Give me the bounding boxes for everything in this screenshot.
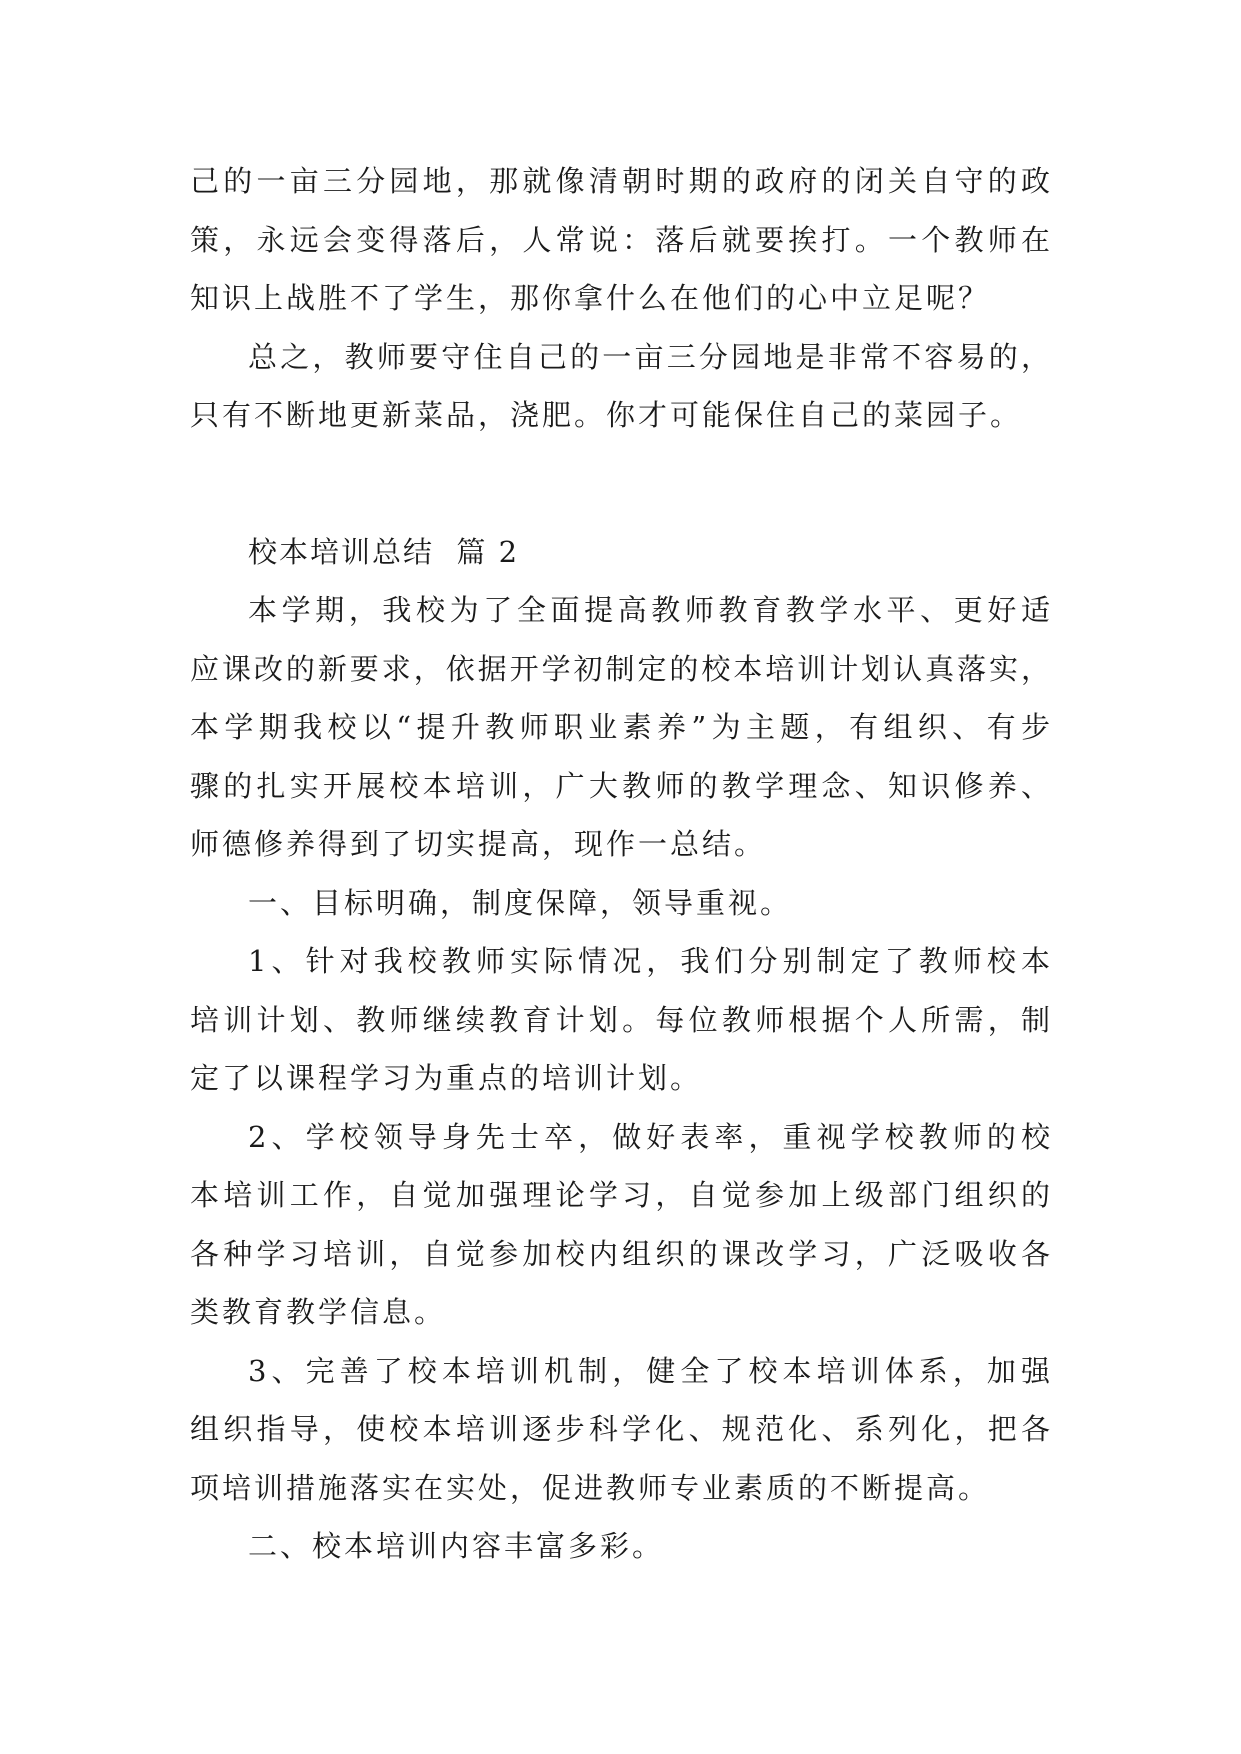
paragraph-line: 各种学习培训，自觉参加校内组织的课改学习，广泛吸收各 — [190, 1236, 1050, 1271]
paragraph-line: 培训计划、教师继续教育计划。每位教师根据个人所需，制 — [190, 1002, 1050, 1037]
paragraph-line: 3、完善了校本培训机制，健全了校本培训体系，加强 — [248, 1353, 1050, 1388]
paragraph-line: 己的一亩三分园地，那就像清朝时期的政府的闭关自守的政 — [190, 164, 1050, 198]
paragraph-line: 骤的扎实开展校本培训，广大教师的教学理念、知识修养、 — [190, 768, 1050, 803]
section-title: 校本培训总结 篇 2 — [248, 534, 520, 569]
paragraph-line: 应课改的新要求，依据开学初制定的校本培训计划认真落实， — [190, 651, 1050, 686]
heading-line: 一、目标明确，制度保障，领导重视。 — [248, 885, 793, 920]
paragraph-line: 本培训工作，自觉加强理论学习，自觉参加上级部门组织的 — [190, 1178, 1050, 1212]
section-gap — [190, 445, 1050, 523]
document-body — [190, 152, 1050, 1576]
paragraph-line: 1、针对我校教师实际情况，我们分别制定了教师校本 — [248, 944, 1050, 978]
paragraph-line: 2、学校领导身先士卒，做好表率，重视学校教师的校 — [248, 1119, 1050, 1154]
paragraph-line: 策，永远会变得落后，人常说：落后就要挨打。一个教师在 — [190, 222, 1050, 257]
paragraph-line: 只有不断地更新菜品，浇肥。你才可能保住自己的菜园子。 — [190, 398, 1023, 432]
paragraph-line: 知识上战胜不了学生，那你拿什么在他们的心中立足呢？ — [190, 281, 991, 315]
paragraph-line: 组织指导，使校本培训逐步科学化、规范化、系列化，把各 — [190, 1412, 1050, 1446]
paragraph-line: 本学期我校以“提升教师职业素养”为主题，有组织、有步 — [190, 710, 1050, 744]
paragraph-line: 定了以课程学习为重点的培训计划。 — [190, 1061, 703, 1095]
paragraph-line: 项培训措施落实在实处，促进教师专业素质的不断提高。 — [190, 1470, 991, 1505]
heading-line: 二、校本培训内容丰富多彩。 — [248, 1529, 665, 1563]
paragraph-line: 类教育教学信息。 — [190, 1295, 447, 1329]
paragraph-line: 总之，教师要守住自己的一亩三分园地是非常不容易的， — [248, 339, 1050, 374]
paragraph-line: 师德修养得到了切实提高，现作一总结。 — [190, 827, 767, 861]
paragraph-line: 本学期，我校为了全面提高教师教育教学水平、更好适 — [248, 593, 1050, 627]
